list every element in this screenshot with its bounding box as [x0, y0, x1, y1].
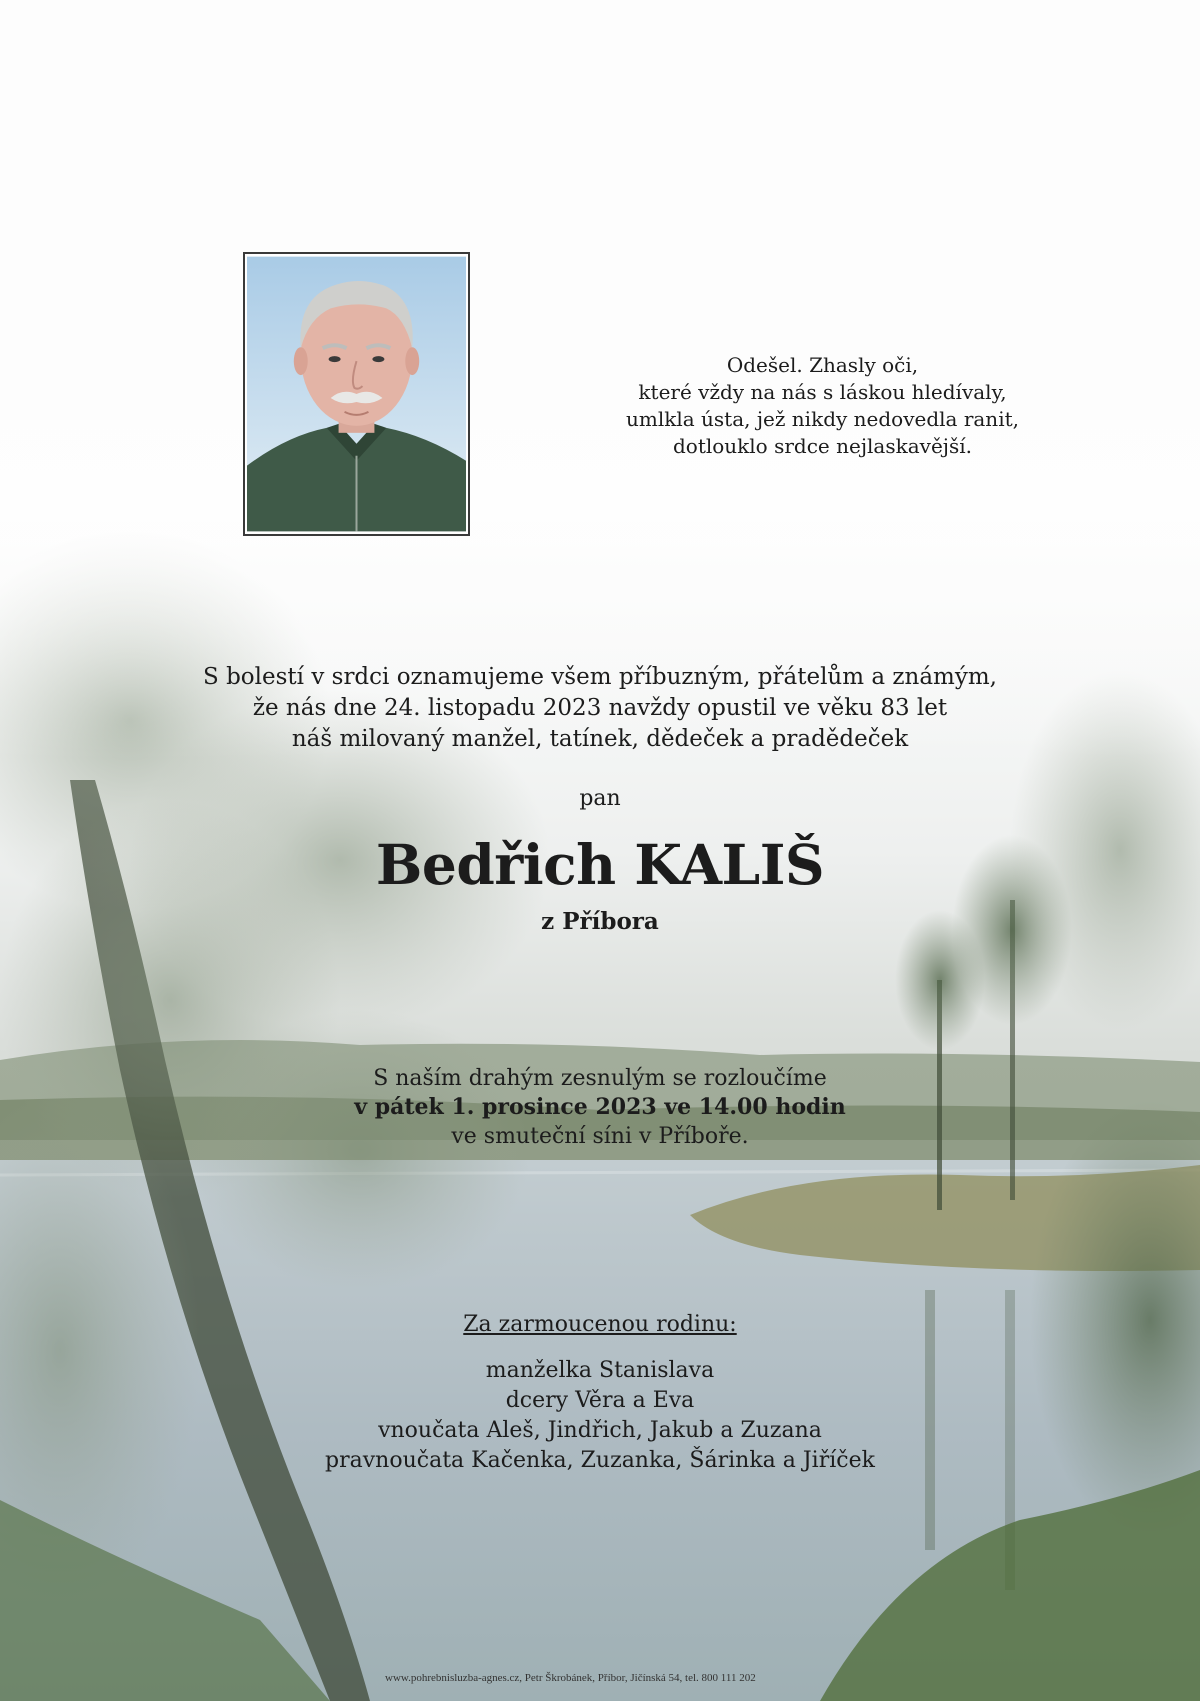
farewell-datetime: v pátek 1. prosince 2023 ve 14.00 hodin — [354, 1094, 846, 1120]
portrait-image — [247, 256, 466, 532]
memorial-poem — [600, 352, 1045, 460]
farewell-place: ve smuteční síni v Příboře. — [451, 1124, 749, 1149]
family-member-line: manželka Stanislava — [485, 1358, 715, 1383]
family-member-line: vnoučata Aleš, Jindřich, Jakub a Zuzana — [378, 1418, 822, 1443]
poem-line: Odešel. Zhasly oči, — [726, 353, 919, 377]
poem-line: které vždy na nás s láskou hledívaly, — [638, 380, 1007, 404]
deceased-name: Bedřich KALIŠ — [375, 832, 825, 897]
poem-line: umlkla ústa, jež nikdy nedovedla ranit, — [626, 407, 1019, 431]
farewell-intro: S naším drahým zesnulým se rozloučíme — [373, 1066, 827, 1091]
family-member-line: pravnoučata Kačenka, Zuzanka, Šárinka a Jiříček — [325, 1448, 875, 1473]
announcement-line: že nás dne 24. listopadu 2023 navždy opustil ve věku 83 let — [252, 695, 948, 721]
family-list — [0, 1356, 1200, 1476]
announcement-line: náš milovaný manžel, tatínek, dědeček a pradědeček — [291, 726, 909, 752]
announcement-text — [0, 662, 1200, 755]
family-heading: Za zarmoucenou rodinu: — [463, 1312, 737, 1337]
poem-line: dotlouklo srdce nejlaskavější. — [672, 434, 973, 458]
family-member-line: dcery Věra a Eva — [505, 1388, 695, 1413]
deceased-origin: z Příbora — [541, 908, 659, 935]
portrait-photo — [243, 252, 470, 536]
salutation: pan — [579, 786, 621, 811]
announcement-line: S bolestí v srdci oznamujeme všem příbuzným, přátelům a známým, — [203, 664, 997, 690]
farewell-details — [0, 1064, 1200, 1151]
funeral-service-footer: www.pohrebnisluzba-agnes.cz, Petr Škrobánek, Příbor, Jičínská 54, tel. 800 111 202 — [385, 1672, 756, 1684]
